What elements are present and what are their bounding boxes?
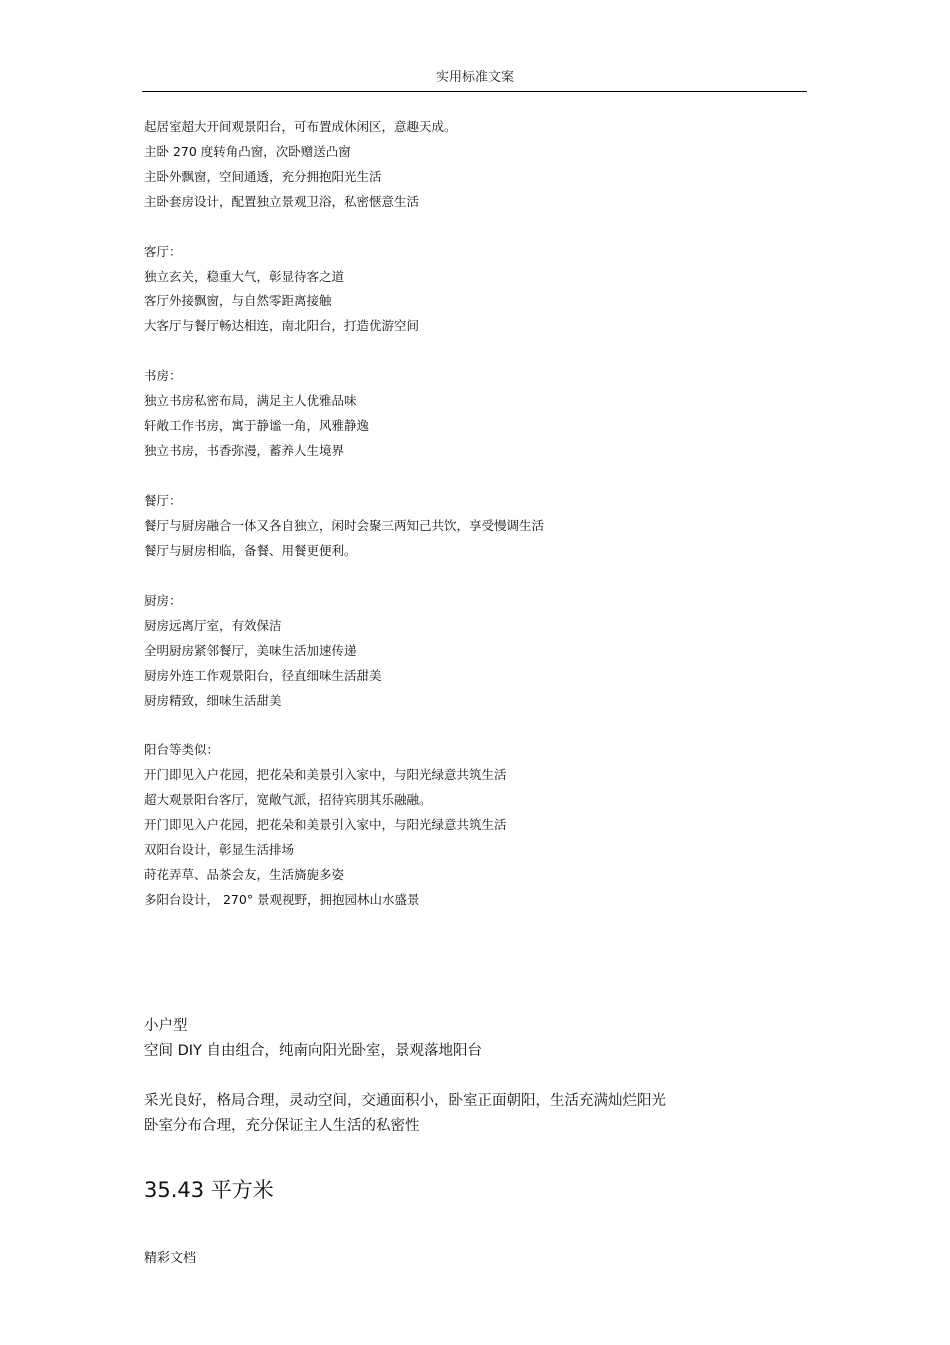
balcony-line: 莳花弄草、品茶会友，生活旖旎多姿 — [144, 867, 345, 882]
small-unit-heading: 小户型 — [144, 1018, 188, 1034]
balcony-line: 多阳台设计， 270° 景观视野，拥抱园林山水盛景 — [144, 892, 420, 907]
page-footer-text: 精彩文档 — [144, 1251, 197, 1266]
dining-line: 餐厅与厨房相临，备餐、用餐更便利。 — [144, 543, 357, 558]
kitchen-line: 厨房远离厅室，有效保洁 — [144, 618, 282, 633]
bedroom-line: 起居室超大开间观景阳台，可布置成休闲区，意趣天成。 — [144, 119, 457, 134]
study-line: 独立书房，书香弥漫，蓄养人生境界 — [144, 443, 345, 458]
study-line: 轩敞工作书房，寓于静谧一角，风雅静逸 — [144, 418, 370, 433]
living-line: 独立玄关，稳重大气，彰显待客之道 — [144, 269, 345, 284]
bedroom-line: 主卧外飘窗，空间通透，充分拥抱阳光生活 — [144, 169, 382, 184]
living-line: 客厅外接飘窗，与自然零距离接触 — [144, 293, 332, 308]
bedroom-line: 主卧 270 度转角凸窗，次卧赠送凸窗 — [144, 144, 351, 159]
balcony-line: 开门即见入户花园，把花朵和美景引入家中，与阳光绿意共筑生活 — [144, 817, 507, 832]
kitchen-heading: 厨房： — [144, 593, 182, 608]
kitchen-line: 厨房精致，细味生活甜美 — [144, 693, 282, 708]
dining-line: 餐厅与厨房融合一体又各自独立，闲时会聚三两知己共饮，享受慢调生活 — [144, 518, 545, 533]
page-header-title: 实用标准文案 — [435, 70, 514, 85]
study-line: 独立书房私密布局，满足主人优雅品味 — [144, 393, 357, 408]
balcony-line: 双阳台设计，彰显生活排场 — [144, 842, 295, 857]
small-unit-line: 采光良好，格局合理，灵动空间，交通面积小，卧室正面朝阳，生活充满灿烂阳光 — [144, 1093, 666, 1109]
balcony-line: 开门即见入户花园，把花朵和美景引入家中，与阳光绿意共筑生活 — [144, 767, 507, 782]
study-heading: 书房： — [144, 368, 182, 383]
living-heading: 客厅： — [144, 244, 182, 259]
area-value: 35.43 平方米 — [144, 1178, 274, 1202]
dining-heading: 餐厅： — [144, 493, 182, 508]
bedroom-line: 主卧套房设计，配置独立景观卫浴，私密惬意生活 — [144, 194, 420, 209]
small-unit-line: 空间 DIY 自由组合，纯南向阳光卧室，景观落地阳台 — [144, 1043, 483, 1059]
small-unit-line: 卧室分布合理，充分保证主人生活的私密性 — [144, 1118, 420, 1134]
kitchen-line: 全明厨房紧邻餐厅，美味生活加速传递 — [144, 643, 357, 658]
header-divider — [142, 91, 807, 92]
balcony-line: 超大观景阳台客厅，宽敞气派，招待宾朋其乐融融。 — [144, 792, 432, 807]
kitchen-line: 厨房外连工作观景阳台，径直细味生活甜美 — [144, 668, 382, 683]
balcony-heading: 阳台等类似： — [144, 742, 220, 757]
living-line: 大客厅与餐厅畅达相连，南北阳台，打造优游空间 — [144, 318, 420, 333]
